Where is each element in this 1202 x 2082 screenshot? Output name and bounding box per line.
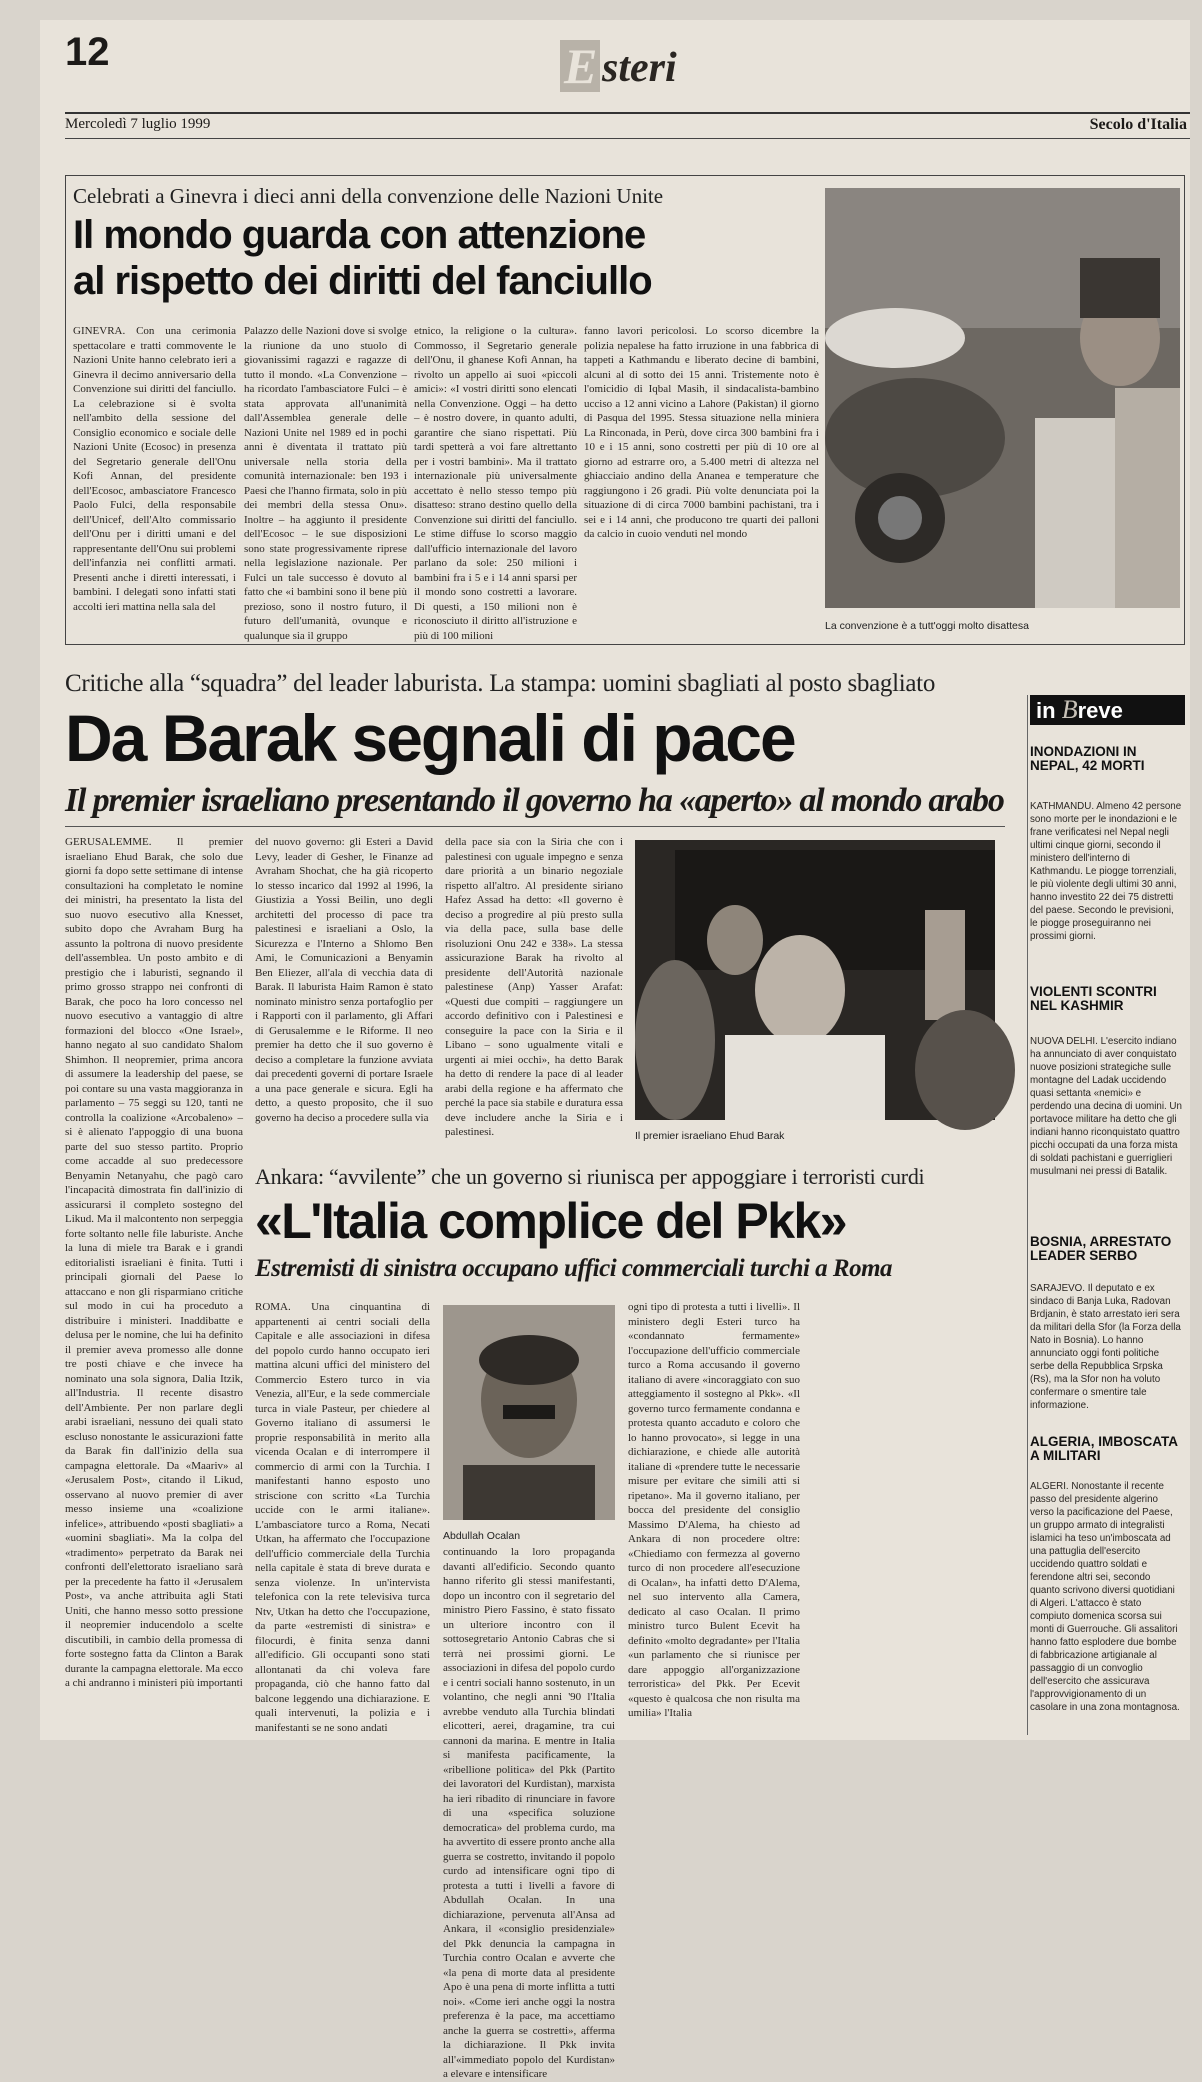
article2-column-2: del nuovo governo: gli Esteri a David Levy, leader di Gesher, le Finanze ad Avraham Shochat, che ha già ricoperto lo stesso incarico dal 1992 al 1996, la Giustizia a Yossi Beilin, uno degli architetti del processo di pace tra palestinesi e israeliani a Oslo, la Sicurezza e l'Interno a Shlomo Ben Ami, le Comunicazioni a Benyamin Ben Eliezer, all'ala di vecchia data di Barak. Il laburista Haim Ramon è stato nominato ministro senza portafoglio per i Rapporti con il parlamento, gli Affari di Gerusalemme e le Riforme. Il neo premier ha detto che il suo governo è deciso a completare la funzione avviata dai precedenti governi di portare Israele a una pace generale e sicura. Egli ha detto, a questo proposito, che il suo governo ha deciso a procedere sulla via <box>255 836 433 1124</box>
article2-column-1: GERUSALEMME. Il premier israeliano Ehud Barak, che solo due giorni fa dopo sette settimane di intense consultazioni ha completato le nomine dei ministri, ha presentato la lista del suo nuovo esecutivo alla Knesset, subito dopo che Avraham Burg ha assunto la poltrona di nuovo presidente dell'assemblea. Un posto ambito e di prestigio che i laburisti, segnando il primo grosso strappo nei confronti di Barak, che poco ha loro concesso nel nuovo esecutivo a vantaggio di altre formazioni del blocco «One Israel», hanno negato al suo candidato Shalom Shimhon. Il neopremier, prima ancora di assumere la leadership del paese, se poi contare su una vasta maggioranza in parlamento – 75 seggi su 120, tanti ne controlla la coalizione «Arcobaleno» – si è alienato l'appoggio di una buona parte del suo stesso partito. Proprio come accadde al suo predecessore Benyamin Netanyahu, che pagò caro l'incapacità dimostrata fin dall'inizio di assicurarsi il completo sostegno del Likud. Ma il malcontento non serpeggia forte soltanto nelle file laburiste. Anche la luna di miele tra Barak e i grandi editorialisti israeliani è finita. Tutti i principali giornali del Paese lo attaccano e non gli risparmiano critiche sul modo in cui ha proceduto a distribuire i ministeri. Inaddibatte e delusa per le nomine, che lui ha definito il premier aveva promesso alle donne tre posti chiave e che invece ha nominato una sola signora, Dalia Itzik, all'Industria. Il recente disastro dell'Ambiente. Per non parlare degli arabi israeliani, nessuno dei quali stato escluso nonostante le assicurazioni fatte da Barak fin dall'inizio della sua campagna elettorale. Da «Maariv» al «Jerusalem Post», citando il Likud, osservano al nuovo premier di aver messo insieme una «coalizione infelice», attribuendo «posti sbagliati» a «uomini sbagliati». Ma la colpa del «tradimento» perpetrato da Barak nei confronti dell'elettorato israeliano sarà per la precedente ha fatto il «Jerusalem Post», va anche attribuita agli Stati Uniti, che hanno messo sotto pressione il neopremier inducendolo a scelte discutibili, in cambio della promessa di forte sostegno fatta da Clinton a Barak durante la campagna elettorale. Ma ecco a chi andranno i ministeri più importanti <box>65 836 243 1689</box>
article1-headline-1: Il mondo guarda con attenzione <box>73 213 646 257</box>
barak-photo-illustration <box>635 840 995 1120</box>
article3-column-1: ROMA. Una cinquantina di appartenenti ai centri sociali della Capitale e alle associazioni in difesa del popolo curdo hanno occupato ieri mattina alcuni uffici del ministero del Commercio Estero turco in via Venezia, all'Eur, e la sede commerciale turca in viale Pasteur, per chiedere al Governo italiano di assumersi le proprie responsabilità in merito alla vicenda Ocalan e di interrompere il commercio di armi con la Turchia. I manifestanti hanno esposto uno striscione con scritto «La Turchia uccide con le armi italiane». L'ambasciatore turco a Roma, Necati Utkan, ha affermato che l'occupazione dell'ufficio commerciale della Turchia nella capitale è stata di breve durata e senza violenze. In un'intervista telefonica con la rete televisiva turca Ntv, Utkan ha detto che l'occupazione, da parte «estremisti di sinistra» e filocurdi, è finita senza danni all'edificio. Gli occupanti sono stati allontanati da chi voleva fare propaganda, ciò che hanno fatto dal balcone leggendo una dichiarazione. E quali intervenuti, la polizia e i manifestanti se ne sono andati <box>255 1301 430 1734</box>
brief-headline-2: VIOLENTI SCONTRI NEL KASHMIR <box>1030 984 1157 1013</box>
child-photo <box>825 188 1180 608</box>
article1-headline-2: al rispetto dei diritti del fanciullo <box>73 259 652 303</box>
article2-headline: Da Barak segnali di pace <box>65 701 795 775</box>
article2-kicker: Critiche alla “squadra” del leader laburista. La stampa: uomini sbagliati al posto sbagliato <box>65 670 936 697</box>
article2-subheadline: Il premier israeliano presentando il governo ha «aperto» al mondo arabo <box>65 782 1004 819</box>
article1-column-4: fanno lavori pericolosi. Lo scorso dicembre la polizia nepalese ha fatto irruzione in una fabbrica di tappeti a Kathmandu e liberato decine di bambini, alcuni al di sotto dei 15 anni. Tristemente noto è l'omicidio di Iqbal Masih, il sindacalista-bambino ucciso a 12 anni vicino a Lahore (Pakistan) il giorno di Pasqua del 1995. Stessa situazione nella miniera La Rinconada, in Perù, dove circa 300 bambini fra i 10 e i 15 anni, sono costretti per più di 10 ore al giorno ad estrarre oro, a 5.400 metri di altezza nel ghiacciaio andino della Ananea e temperature che raggiungono i 26 gradi. Più volte denunciata poi la situazione di di circa 7000 bambini pachistani, tra i sei e i 14 anni, che producono tre quarti dei palloni da calcio in cuoio venduti nel mondo <box>584 325 819 540</box>
brief-text-2: NUOVA DELHI. L'esercito indiano ha annunciato di aver conquistato nuove posizioni strategiche sulle montagne del Ladak uccidendo quasi settanta «nemici» e perdendo una decina di uomini. Un portavoce militare ha detto che gli indiani hanno riconquistato quattro picchi occupati da una forza mista di soldati pachistani e guerriglieri musulmani nei pressi di Batalik. <box>1030 1036 1182 1177</box>
brief-text-1: KATHMANDU. Almeno 42 persone sono morte per le inondazioni e le frane verificatesi nel Nepal negli ultimi cinque giorni, secondo il ministero dell'interno di Kathmandu. Le piogge torrenziali, le più violente degli ultimi 30 anni, hanno investito 22 dei 75 distretti del paese. Secondo le previsioni, le piogge proseguiranno nei prossimi giorni. <box>1030 801 1182 942</box>
article1-column-3: etnico, la religione o la cultura». Commosso, il Segretario generale dell'Onu, il ghanese Kofi Annan, ha rivolto un appello ai suoi «piccoli amici»: «I vostri diritti sono elencati nella Convenzione. Oggi – ha detto – è nostro dovere, in quanto adulti, garantire che siano rispettati. Più tardi spetterà a voi fare altrettanto per i vostri bambini». Ma il trattato internazionale più universalmente accettato è nello stesso tempo più disatteso: strano destino quello della Convenzione sui diritti del fanciullo. Le stime diffuse lo scorso maggio dall'ufficio internazionale del lavoro parlano da sole: 250 milioni i bambini fra i 5 e i 14 anni sparsi per il mondo sono costretti a lavorare. Di questi, a 150 milioni non è riconosciuto il diritto all'istruzione e più di 100 milioni <box>414 325 577 642</box>
article1-photo-caption: La convenzione è a tutt'oggi molto disattesa <box>825 620 1029 632</box>
article1-column-2: Palazzo delle Nazioni dove si svolge la riunione da uno stuolo di giovanissimi ragazzi e ragazze di tutto il mondo. «La Convenzione – ha ricordato l'ambasciatore Fulci – è stata approvata all'unanimità dall'Assemblea generale delle Nazioni Unite nel 1989 ed in pochi anni è diventata il trattato più universale nella storia della comunità internazionale: ben 193 i Paesi che l'hanno firmata, solo in più dei membri della stessa Onu». Inoltre – ha aggiunto il presidente dell'Ecosoc – le sue disposizioni sono state progressivamente riprese nella legislazione nazionale. Per Fulci un tale successo è dovuto al fatto che «i bambini sono il bene più prezioso, sono il nostro futuro, il futuro dell'umanità, ovunque e qualunque sia il gruppo <box>244 325 407 642</box>
section-initial-block: E <box>560 40 600 92</box>
article2-rule <box>65 826 1005 827</box>
article3-headline: «L'Italia complice del Pkk» <box>255 1193 847 1249</box>
article3-subheadline: Estremisti di sinistra occupano uffici commerciali turchi a Roma <box>255 1255 893 1282</box>
barak-photo <box>635 840 995 1120</box>
article2-column-3: della pace sia con la Siria che con i palestinesi con uguale impegno e senza dare priorità a un binario negoziale rispetto all'altro. Al presidente siriano Hafez Assad ha detto: «Il governo è deciso a progredire al più presto sulla via della pace, sulla base delle risoluzioni Onu 242 e 338». La stessa assicurazione Barak ha rivolto al presidente dell'Autorità nazionale palestinese (Anp) Yasser Arafat: «Questi due compiti – raggiungere un accordo definitivo con i Palestinesi e conseguire la pace con la Siria e il Libano – sono ugualmente vitali e urgenti ai miei occhi», ha detto Barak ha detto di rendere la pace di al leader arabi della regione e ha affermato che perché la pace sia stabile e duratura essa deve includere anche la Siria e i palestinesi. <box>445 836 623 1138</box>
brief-headline-1: INONDAZIONI IN NEPAL, 42 MORTI <box>1030 744 1145 773</box>
brief-text-4: ALGERI. Nonostante il recente passo del presidente algerino verso la pacificazione del Paese, un gruppo armato di integralisti islamici ha teso un'imboscata ad una pattuglia dell'esercito uccidendo quattro soldati e ferendone altri sei, secondo quanto scrivono diversi quotidiani di Algeri. L'attacco è stato compiuto domenica scorsa sui monti di Guerrouche. Gli assalitori hanno fatto esplodere due bombe di fabbricazione artigianale al passaggio di un convoglio dell'esercito che assicurava l'approvvigionamento di un casolare in una zona montagnosa. <box>1030 1481 1180 1713</box>
brief-headline-3: BOSNIA, ARRESTATO LEADER SERBO <box>1030 1234 1172 1263</box>
ocalan-photo <box>443 1305 615 1520</box>
brief-text-3: SARAJEVO. Il deputato e ex sindaco di Banja Luka, Radovan Brdjanin, è stato arrestato ieri sera da militari della Sfor (la Forza della Nato in Bosnia). Lo hanno annunciato oggi fonti politiche serbe della Repubblica Srpska (Rs), ma la Sfor non ha voluto confermare o smentire tale informazione. <box>1030 1283 1181 1411</box>
page-number: 12 <box>65 30 110 74</box>
article1-column-1: GINEVRA. Con una cerimonia spettacolare e tratti commovente le Nazioni Unite hanno celebrato ieri a Ginevra il decimo anniversario della Convenzione sui diritti del fanciullo. La celebrazione si è svolta nell'ambito della sessione del Consiglio economico e sociale delle Nazioni Unite (Ecosoc) in presenza del Segretario generale dell'Onu Kofi Annan, del presidente dell'Ecosoc, ambasciatore Francesco Paolo Fulci, della responsabile dell'Unicef, dell'Alto commissario dell'Onu per i diritti umani e del rappresentante dell'Onu sui problemi dell'infanzia nei conflitti armati. Presenti anche i diretti interessati, i bambini. I delegati sono infatti stati accolti ieri mattina nella sala del <box>73 325 236 613</box>
dateline: Mercoledì 7 luglio 1999 <box>65 116 211 132</box>
child-photo-illustration <box>825 188 1180 608</box>
article3-photo-caption: Abdullah Ocalan <box>443 1530 521 1542</box>
masthead-rule <box>65 112 1190 114</box>
paper-name: Secolo d'Italia <box>1089 116 1187 133</box>
masthead-rule-bottom <box>65 138 1190 139</box>
article1-kicker: Celebrati a Ginevra i dieci anni della convenzione delle Nazioni Unite <box>73 184 664 208</box>
article2-photo-caption: Il premier israeliano Ehud Barak <box>635 1130 785 1142</box>
section-title: E steri <box>560 40 677 92</box>
ocalan-photo-illustration <box>443 1305 615 1520</box>
article3-column-3: ogni tipo di protesta a tutti i livelli». Il ministero degli Esteri turco ha «condannato fermamente» l'occupazione dell'ufficio commerciale turco a Roma accusando il governo italiano di avere «incoraggiato con suo atteggiamento il sostegno al Pkk». «Il governo turco fermamente condanna e protesta quanto accaduto e coloro che lo hanno provocato», si legge in una dichiarazione, e chiede alle autorità italiane di «prendere tutte le necessarie misure per evitare che simili atti si ripetano». Ma il governo italiano, per bocca del presidente del consiglio Massimo D'Alema, ha chiesto ad Ankara di non procedere oltre: «Chiediamo con fermezza al governo turco di non procedere all'esecuzione di Ocalan», ha infatti detto D'Alema, nel suo intervento alla Camera, dedicato al caso Ocalan. Il primo ministro turco Bulent Ecevit ha definito «molto degradante» per l'Italia «un parlamento che si riunisce per dare appoggio all'organizzazione terroristica» del Pkk. Per Ecevit «questo è qualcosa che non risulta ma umilia» l'Italia <box>628 1301 800 1719</box>
sidebar-title: in Breve <box>1030 695 1185 725</box>
brief-headline-4: ALGERIA, IMBOSCATA A MILITARI <box>1030 1434 1178 1463</box>
article3-kicker: Ankara: “avvilente” che un governo si riunisca per appoggiare i terroristi curdi <box>255 1164 925 1189</box>
article3-column-2: continuando la loro propaganda davanti all'edificio. Secondo quanto hanno riferito gli stessi manifestanti, dopo un incontro con il segretario del ministro Piero Fassino, è stato fissato un ulteriore incontro con il sottosegretario Antonio Cabras che si terrà nei prossimi giorni. Le associazioni in difesa del popolo curdo e i centri sociali hanno sostenuto, in un volantino, che negli anni '90 l'Italia avrebbe venduto alla Turchia blindati elicotteri, aerei, dragamine, tra cui cannoni da marina. E mentre in Italia si manifesta pacificamente, la «ribellione politica» del Pkk (Partito dei lavoratori del Kurdistan), marxista ha ieri ribadito di rinunciare in favore di una «specifica soluzione democratica» del problema curdo, ma ha avvertito di essere pronto anche alla guerra se costretto, invitando il popolo curdo ad intensificare ogni tipo di protesta a tutti i livelli a favore di Abdullah Ocalan. In una dichiarazione, pervenuta all'Ansa ad Ankara, il «consiglio presidenziale» del Pkk denuncia la campagna in Turchia contro Ocalan e avverte che «la pena di morte data al presidente Apo è una pena di morte inflitta a tutti noi». «Come ieri anche oggi la nostra preferenza è la pace, ma accettiamo anche la guerra se costretti», afferma la dichiarazione. Il Pkk invita all'«immediato popolo del Kurdistan» a elevare e intensificare <box>443 1546 615 2080</box>
